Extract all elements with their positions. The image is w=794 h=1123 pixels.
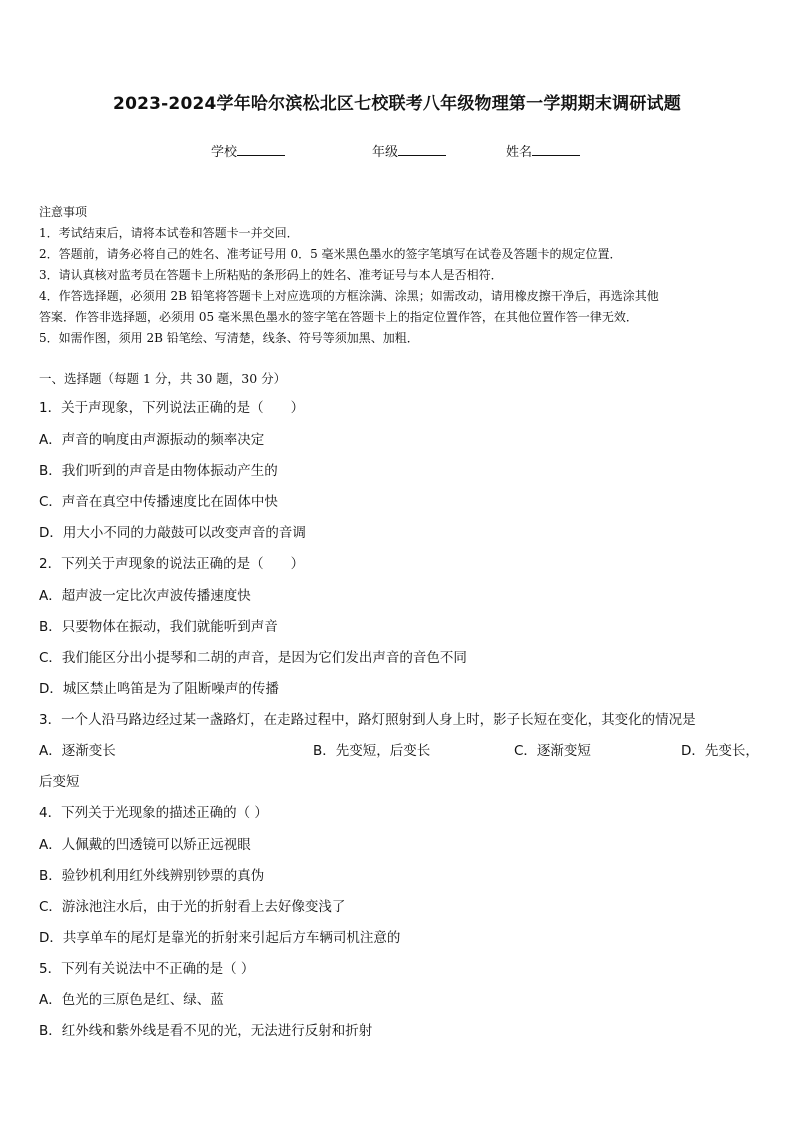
grade-field (372, 141, 446, 160)
question-option: B．只要物体在振动，我们就能听到声音 (39, 619, 278, 635)
name-blank (532, 143, 580, 156)
grade-label: 年级 (372, 145, 399, 160)
notes-line: 4．作答选择题，必须用 2B 铅笔将答题卡上对应选项的方框涂满、涂黑；如需改动，请用橡皮擦干净后，再选涂其他 (39, 289, 659, 303)
name-label: 姓名 (506, 145, 533, 160)
question-option: C．游泳池注水后，由于光的折射看上去好像变浅了 (39, 899, 346, 915)
notes-heading: 注意事项 (39, 205, 88, 219)
question-option: A．人佩戴的凹透镜可以矫正远视眼 (39, 837, 251, 853)
school-label: 学校 (211, 145, 238, 160)
notes-line: 2．答题前，请务必将自己的姓名、准考证号用 0．5 毫米黑色墨水的签字笔填写在试卷及答题卡的规定位置． (39, 247, 622, 261)
question-stem: 5．下列有关说法中不正确的是（ ） (39, 961, 255, 977)
question-option: D．城区禁止鸣笛是为了阻断噪声的传播 (39, 681, 279, 697)
question-option: D．先变长， (681, 743, 759, 759)
notes-line: 3．请认真核对监考员在答题卡上所粘贴的条形码上的姓名、准考证号与本人是否相符． (39, 268, 503, 282)
question-option: C．声音在真空中传播速度比在固体中快 (39, 494, 278, 510)
notes-line: 1．考试结束后，请将本试卷和答题卡一并交回． (39, 226, 299, 240)
question-option: B．红外线和紫外线是看不见的光，无法进行反射和折射 (39, 1023, 373, 1039)
school-field (211, 141, 285, 160)
question-stem: 4．下列关于光现象的描述正确的（ ） (39, 805, 268, 821)
school-blank (237, 143, 285, 156)
question-option: A．逐渐变长 (39, 743, 116, 759)
question-option: B．先变短，后变长 (313, 743, 431, 759)
question-stem: 2．下列关于声现象的说法正确的是（ ） (39, 556, 305, 572)
grade-blank (398, 143, 446, 156)
name-field (506, 141, 580, 160)
question-stem: 1．关于声现象，下列说法正确的是（ ） (39, 400, 305, 416)
question-option: D．用大小不同的力敲鼓可以改变声音的音调 (39, 525, 306, 541)
question-option: B．验钞机利用红外线辨别钞票的真伪 (39, 868, 265, 884)
question-option: C．我们能区分出小提琴和二胡的声音，是因为它们发出声音的音色不同 (39, 650, 467, 666)
question-option: A．声音的响度由声源振动的频率决定 (39, 432, 265, 448)
notes-line: 5．如需作图，须用 2B 铅笔绘、写清楚，线条、符号等须加黑、加粗． (39, 331, 419, 345)
section-heading: 一、选择题（每题 1 分，共 30 题，30 分） (39, 371, 287, 386)
question-option: A．色光的三原色是红、绿、蓝 (39, 992, 224, 1008)
notes-line: 答案．作答非选择题，必须用 05 毫米黑色墨水的签字笔在答题卡上的指定位置作答，在其他位置作答一律无效． (39, 310, 638, 324)
question-option: B．我们听到的声音是由物体振动产生的 (39, 463, 278, 479)
question-option-continuation: 后变短 (39, 774, 80, 790)
question-option: D．共享单车的尾灯是靠光的折射来引起后方车辆司机注意的 (39, 930, 401, 946)
question-option: C．逐渐变短 (514, 743, 591, 759)
question-option: A．超声波一定比次声波传播速度快 (39, 588, 251, 604)
question-stem: 3．一个人沿马路边经过某一盏路灯，在走路过程中，路灯照射到人身上时，影子长短在变化，其变化的情况是 (39, 712, 696, 728)
page-title: 2023-2024学年哈尔滨松北区七校联考八年级物理第一学期期末调研试题 (113, 94, 681, 114)
